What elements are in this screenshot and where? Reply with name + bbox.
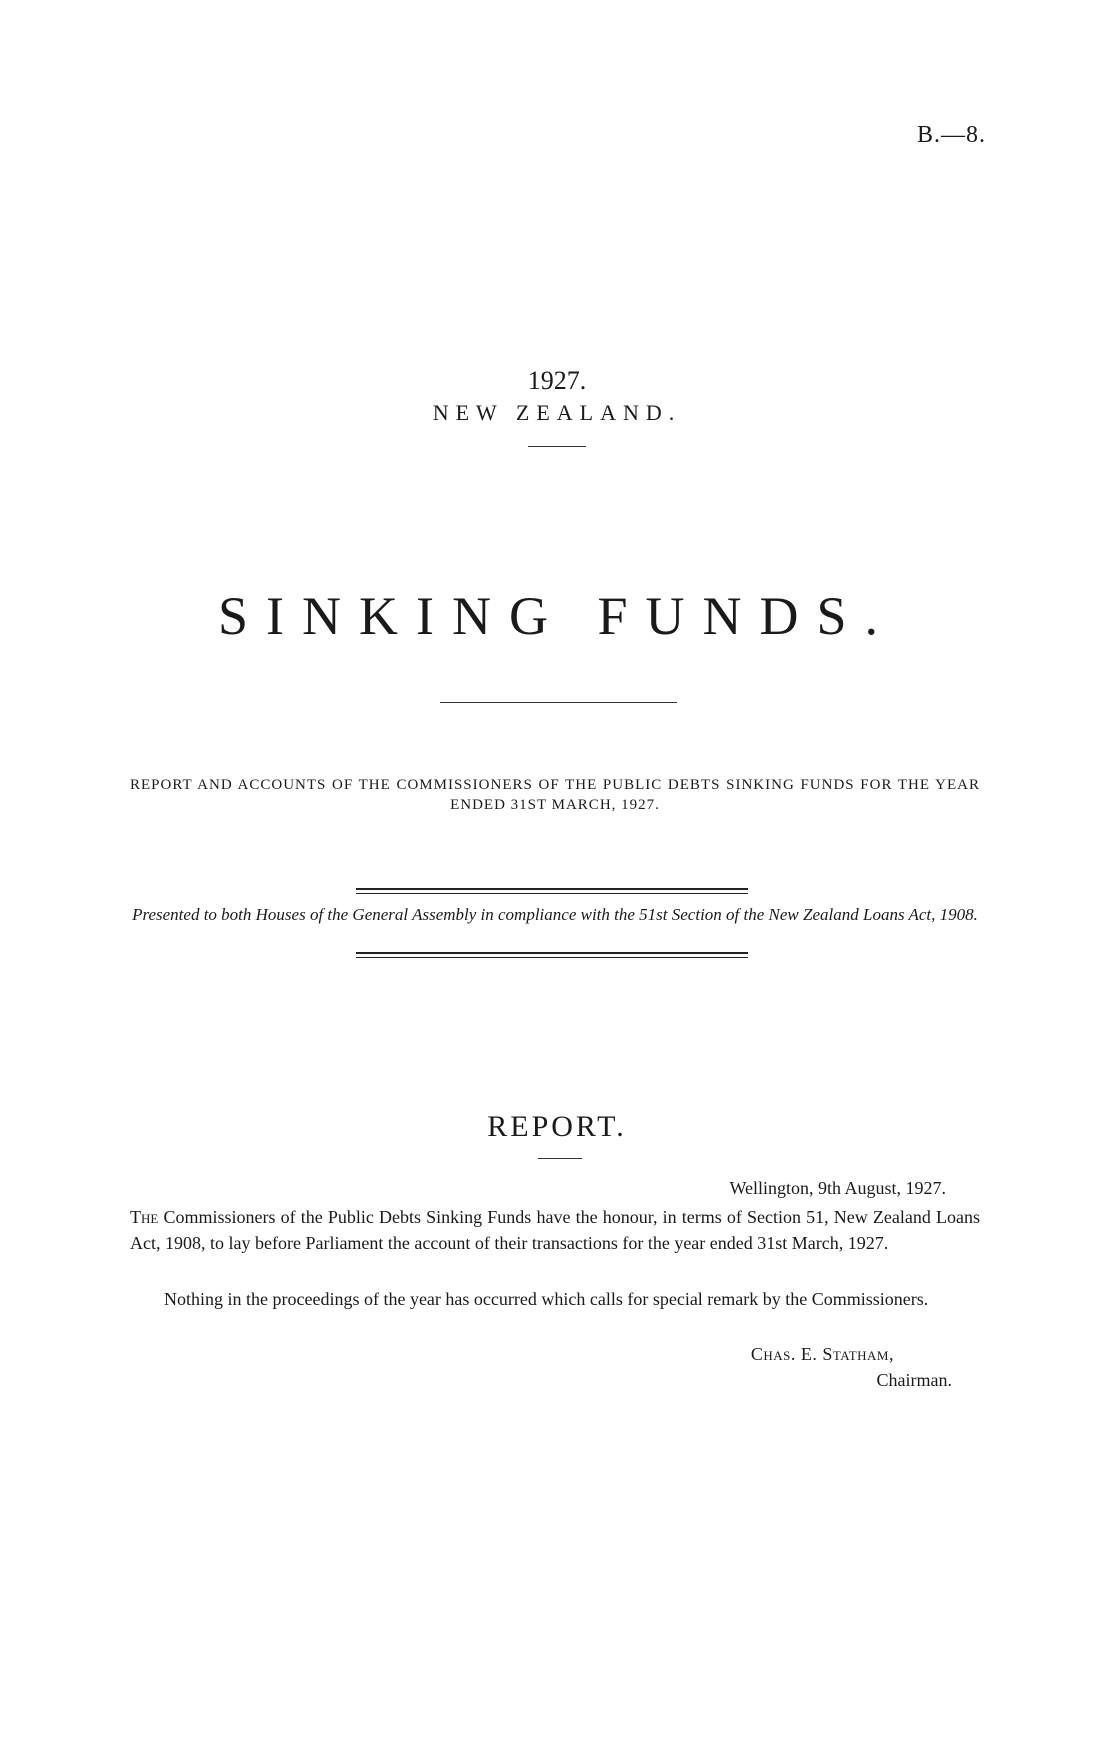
title-divider	[440, 702, 677, 703]
report-divider	[538, 1158, 582, 1159]
document-code: B.—8.	[916, 122, 986, 148]
paragraph-lead-word: The	[130, 1207, 159, 1227]
signatory-name: Chas. E. Statham,	[750, 1344, 894, 1364]
publication-year: 1927.	[527, 366, 587, 395]
report-paragraph-2: Nothing in the proceedings of the year has occurred which calls for special remark by the Commissioners.	[164, 1289, 929, 1309]
country-heading: NEW ZEALAND.	[432, 400, 682, 425]
report-paragraph-1	[130, 1204, 980, 1256]
presented-top-rule	[356, 888, 748, 894]
signatory-title: Chairman.	[876, 1370, 952, 1390]
presented-bottom-rule	[356, 952, 748, 958]
presented-notice: Presented to both Houses of the General Assembly in compliance with the 51st Section of the New Zealand Loans Act, 1908.	[132, 905, 978, 924]
report-heading: REPORT.	[487, 1110, 627, 1143]
paragraph-1-body: Commissioners of the Public Debts Sinking Funds have the honour, in terms of Section 51, New Zealand Loans Act, 1908, to lay before Parliament the account of their transactions for the year ended 31st March, 1927.	[130, 1207, 980, 1253]
short-divider	[528, 446, 586, 447]
report-date: Wellington, 9th August, 1927.	[729, 1178, 946, 1198]
report-subtitle: REPORT AND ACCOUNTS OF THE COMMISSIONERS OF THE PUBLIC DEBTS SINKING FUNDS FOR THE YEAR ENDED 31ST MARCH, 1927.	[130, 777, 980, 813]
document-title: SINKING FUNDS.	[217, 586, 897, 646]
